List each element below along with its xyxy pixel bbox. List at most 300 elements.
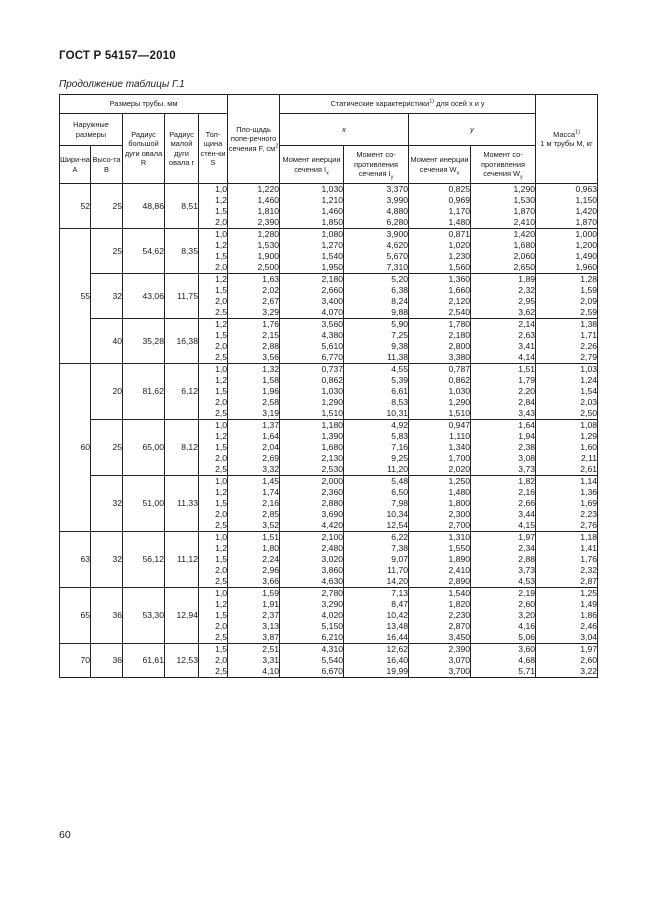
cell-value: 4,16	[518, 621, 536, 631]
cell-value: 3,290	[321, 599, 344, 609]
cell-value: 1,080	[321, 229, 344, 239]
cell-mass	[536, 476, 598, 532]
cell-value: 1,08	[580, 420, 598, 430]
cell-value: 1,230	[448, 251, 471, 261]
cell-value: 1,0	[215, 532, 228, 542]
cell-value: 1,950	[321, 262, 344, 272]
cell-value: 5,670	[386, 251, 409, 261]
cell-value: 1,5	[215, 644, 228, 654]
header-radius-big: Радиус большой дуги овала R	[123, 114, 165, 184]
cell-value: 1,420	[575, 206, 598, 216]
cell-value: 1,5	[215, 251, 228, 261]
cell-value: 1,36	[580, 487, 598, 497]
cell-value: 3,60	[518, 644, 536, 654]
cell-value: 5,83	[391, 431, 409, 441]
document-header: ГОСТ Р 54157—2010	[59, 50, 176, 62]
cell-mass	[536, 644, 598, 678]
cell-value: 1,37	[262, 420, 280, 430]
table-row	[60, 319, 598, 364]
cell-resistance-y	[471, 476, 536, 532]
cell-value: 2,650	[513, 262, 536, 272]
cell-value: 4,92	[391, 420, 409, 430]
cell-value: 1,71	[580, 330, 598, 340]
cell-inertia-x	[280, 588, 344, 644]
cell-value: 0,825	[448, 184, 471, 194]
cell-value: 1,59	[580, 285, 598, 295]
cell-height: 25	[91, 229, 123, 274]
cell-inertia-x	[280, 532, 344, 588]
cell-value: 1,900	[257, 251, 280, 261]
cell-wall-thickness	[199, 644, 228, 678]
cell-value: 1,460	[257, 195, 280, 205]
cell-value: 1,680	[513, 240, 536, 250]
cell-value: 16,40	[386, 655, 409, 665]
cell-value: 12,62	[386, 644, 409, 654]
cell-value: 3,08	[518, 453, 536, 463]
cell-value: 1,18	[580, 532, 598, 542]
cell-value: 1,96	[262, 386, 280, 396]
cell-value: 1,530	[513, 195, 536, 205]
cell-value: 1,54	[580, 386, 598, 396]
cell-value: 1,58	[262, 375, 280, 385]
cell-value: 2,0	[215, 621, 228, 631]
pipe-characteristics-table	[59, 94, 598, 678]
cell-value: 1,80	[262, 543, 280, 553]
cell-value: 2,87	[580, 576, 598, 586]
cell-value: 1,030	[321, 184, 344, 194]
cell-value: 2,59	[580, 307, 598, 317]
cell-value: 2,34	[518, 543, 536, 553]
cell-value: 2,5	[215, 520, 228, 530]
cell-value: 1,490	[575, 251, 598, 261]
cell-value: 3,66	[262, 576, 280, 586]
cell-resistance-x	[344, 229, 409, 274]
cell-value: 1,2	[215, 599, 228, 609]
cell-value: 2,58	[262, 397, 280, 407]
cell-value: 2,780	[321, 588, 344, 598]
table-row	[60, 532, 598, 588]
cell-resistance-x	[344, 420, 409, 476]
cell-width: 65	[60, 588, 91, 644]
cell-value: 1,540	[448, 588, 471, 598]
cell-value: 1,2	[215, 319, 228, 329]
cell-inertia-x	[280, 644, 344, 678]
cell-value: 3,370	[386, 184, 409, 194]
cell-value: 5,39	[391, 375, 409, 385]
cell-value: 2,84	[518, 397, 536, 407]
cell-value: 5,610	[321, 341, 344, 351]
cell-value: 2,38	[518, 442, 536, 452]
cell-resistance-y	[471, 184, 536, 229]
cell-height: 25	[91, 184, 123, 229]
cell-value: 1,0	[215, 588, 228, 598]
header-moment-resistance-y: Момент со-противления сечения $W_y$	[471, 146, 536, 184]
cell-value: 3,070	[448, 655, 471, 665]
cell-value: 16,44	[386, 632, 409, 642]
cell-resistance-y	[471, 229, 536, 274]
cell-radius-small: 8,51	[165, 184, 199, 229]
header-moment-inertia-x: Момент инерции сечения $I_x$	[280, 146, 344, 184]
cell-value: 3,20	[518, 610, 536, 620]
cell-value: 1,480	[448, 217, 471, 227]
cell-value: 1,960	[575, 262, 598, 272]
cell-inertia-y	[409, 184, 471, 229]
cell-value: 1,5	[215, 554, 228, 564]
cell-value: 0,862	[321, 375, 344, 385]
cell-value: 0,862	[448, 375, 471, 385]
cell-value: 1,03	[580, 364, 598, 374]
cell-value: 2,480	[321, 543, 344, 553]
cell-value: 12,54	[386, 520, 409, 530]
cell-value: 2,26	[580, 341, 598, 351]
cell-resistance-y	[471, 588, 536, 644]
cell-value: 1,14	[580, 476, 598, 486]
cell-value: 1,32	[262, 364, 280, 374]
cell-value: 7,25	[391, 330, 409, 340]
cell-value: 2,390	[448, 644, 471, 654]
cell-radius-small: 16,38	[165, 319, 199, 364]
cell-inertia-x	[280, 364, 344, 420]
cell-value: 2,02	[262, 285, 280, 295]
cell-value: 3,52	[262, 520, 280, 530]
cell-value: 1,5	[215, 206, 228, 216]
cell-value: 2,410	[513, 217, 536, 227]
cell-value: 6,22	[391, 532, 409, 542]
cell-value: 6,670	[321, 666, 344, 676]
cell-resistance-x	[344, 644, 409, 678]
cell-value: 0,871	[448, 229, 471, 239]
cell-radius-small: 11,12	[165, 532, 199, 588]
cell-value: 11,70	[387, 565, 409, 575]
cell-area	[228, 364, 280, 420]
cell-resistance-x	[344, 476, 409, 532]
cell-value: 8,24	[391, 296, 409, 306]
cell-radius-big: 56,12	[123, 532, 165, 588]
cell-area	[228, 229, 280, 274]
cell-value: 3,31	[262, 655, 280, 665]
cell-mass	[536, 229, 598, 274]
cell-value: 2,540	[448, 307, 471, 317]
cell-radius-big: 48,86	[123, 184, 165, 229]
cell-mass	[536, 319, 598, 364]
cell-area	[228, 532, 280, 588]
cell-value: 4,630	[321, 576, 344, 586]
cell-value: 2,46	[580, 621, 598, 631]
cell-resistance-y	[471, 274, 536, 319]
cell-resistance-y	[471, 319, 536, 364]
cell-value: 2,37	[262, 610, 280, 620]
cell-value: 1,220	[257, 184, 280, 194]
cell-value: 1,63	[262, 274, 280, 284]
header-moment-resistance-x: Момент со-противления сечения $I_y$	[344, 146, 409, 184]
cell-value: 2,0	[215, 341, 228, 351]
cell-value: 2,0	[215, 565, 228, 575]
cell-value: 2,890	[448, 576, 471, 586]
cell-value: 1,290	[448, 397, 471, 407]
cell-resistance-x	[344, 274, 409, 319]
cell-value: 2,16	[262, 498, 280, 508]
cell-value: 0,969	[448, 195, 471, 205]
cell-radius-small: 11,33	[165, 476, 199, 532]
cell-value: 1,60	[580, 442, 598, 452]
cell-value: 1,780	[448, 319, 471, 329]
cell-value: 2,20	[518, 386, 536, 396]
cell-value: 1,870	[513, 206, 536, 216]
cell-value: 1,290	[513, 184, 536, 194]
cell-value: 9,25	[391, 453, 409, 463]
cell-height: 25	[91, 420, 123, 476]
cell-value: 2,0	[215, 262, 228, 272]
cell-height: 20	[91, 364, 123, 420]
cell-resistance-x	[344, 532, 409, 588]
header-width: Шири-на A	[60, 146, 91, 184]
cell-value: 5,540	[321, 655, 344, 665]
cell-value: 9,88	[391, 307, 409, 317]
cell-value: 1,79	[518, 375, 536, 385]
cell-value: 2,870	[448, 621, 471, 631]
cell-value: 3,450	[448, 632, 471, 642]
cell-inertia-y	[409, 274, 471, 319]
cell-value: 1,210	[321, 195, 344, 205]
cell-value: 6,38	[391, 285, 409, 295]
cell-value: 2,14	[518, 319, 536, 329]
cell-value: 8,47	[391, 599, 409, 609]
cell-value: 1,0	[215, 476, 228, 486]
cell-value: 3,29	[262, 307, 280, 317]
cell-resistance-x	[344, 588, 409, 644]
cell-value: 3,62	[518, 307, 536, 317]
cell-value: 2,88	[518, 554, 536, 564]
cell-inertia-y	[409, 319, 471, 364]
cell-value: 2,61	[580, 464, 598, 474]
cell-value: 5,71	[518, 666, 536, 676]
cell-value: 1,89	[518, 274, 536, 284]
cell-value: 1,460	[321, 206, 344, 216]
cell-value: 1,5	[215, 610, 228, 620]
cell-value: 4,15	[518, 520, 536, 530]
cell-value: 1,25	[580, 588, 598, 598]
cell-value: 3,87	[262, 632, 280, 642]
cell-value: 2,60	[580, 655, 598, 665]
table-row	[60, 364, 598, 420]
cell-value: 2,32	[518, 285, 536, 295]
cell-value: 1,560	[448, 262, 471, 272]
cell-value: 1,030	[448, 386, 471, 396]
cell-radius-big: 65,00	[123, 420, 165, 476]
cell-value: 1,5	[215, 442, 228, 452]
cell-value: 6,61	[391, 386, 409, 396]
cell-area	[228, 319, 280, 364]
cell-value: 2,79	[580, 352, 598, 362]
cell-value: 2,19	[518, 588, 536, 598]
cell-value: 2,100	[321, 532, 344, 542]
cell-value: 5,90	[391, 319, 409, 329]
cell-value: 3,56	[262, 352, 280, 362]
cell-radius-big: 51,00	[123, 476, 165, 532]
cell-value: 2,0	[215, 453, 228, 463]
cell-value: 4,53	[518, 576, 536, 586]
cell-width: 70	[60, 644, 91, 678]
cell-value: 0,963	[575, 184, 598, 194]
cell-value: 7,16	[391, 442, 409, 452]
cell-value: 2,020	[448, 464, 471, 474]
cell-value: 2,11	[580, 453, 598, 463]
cell-wall-thickness	[199, 532, 228, 588]
cell-value: 1,28	[580, 274, 598, 284]
cell-value: 1,360	[448, 274, 471, 284]
cell-value: 4,310	[321, 644, 344, 654]
cell-value: 2,66	[518, 498, 536, 508]
cell-value: 1,69	[580, 498, 598, 508]
cell-value: 2,0	[215, 217, 228, 227]
cell-value: 1,5	[215, 386, 228, 396]
cell-radius-small: 6,12	[165, 364, 199, 420]
cell-value: 1,0	[215, 420, 228, 430]
header-static: Статические характеристики$^{1)}$ для осей x и y	[280, 95, 536, 114]
cell-area	[228, 184, 280, 229]
cell-value: 1,530	[257, 240, 280, 250]
cell-value: 4,620	[386, 240, 409, 250]
cell-value: 2,04	[262, 442, 280, 452]
cell-value: 1,870	[575, 217, 598, 227]
cell-value: 2,95	[518, 296, 536, 306]
cell-value: 2,03	[580, 397, 598, 407]
cell-value: 4,55	[391, 364, 409, 374]
cell-value: 6,770	[321, 352, 344, 362]
cell-radius-small: 12,94	[165, 588, 199, 644]
cell-wall-thickness	[199, 229, 228, 274]
table-row	[60, 644, 598, 678]
cell-value: 5,20	[391, 274, 409, 284]
cell-wall-thickness	[199, 364, 228, 420]
cell-radius-small: 8,35	[165, 229, 199, 274]
cell-value: 2,130	[321, 453, 344, 463]
cell-mass	[536, 274, 598, 319]
cell-value: 2,5	[215, 408, 228, 418]
cell-value: 14,20	[386, 576, 409, 586]
cell-value: 1,91	[262, 599, 280, 609]
cell-value: 1,64	[262, 431, 280, 441]
cell-value: 2,5	[215, 666, 228, 676]
cell-value: 1,170	[448, 206, 471, 216]
cell-value: 2,32	[580, 565, 598, 575]
cell-value: 4,020	[321, 610, 344, 620]
cell-value: 2,500	[257, 262, 280, 272]
cell-value: 5,48	[391, 476, 409, 486]
cell-value: 4,070	[321, 307, 344, 317]
cell-value: 4,10	[262, 666, 280, 676]
table-row	[60, 184, 598, 229]
cell-value: 3,560	[321, 319, 344, 329]
cell-value: 1,800	[448, 498, 471, 508]
cell-value: 1,2	[215, 375, 228, 385]
cell-resistance-x	[344, 184, 409, 229]
cell-value: 7,13	[391, 588, 409, 598]
table-row	[60, 274, 598, 319]
cell-value: 5,06	[518, 632, 536, 642]
cell-value: 1,420	[513, 229, 536, 239]
cell-value: 2,23	[580, 509, 598, 519]
cell-value: 9,07	[391, 554, 409, 564]
cell-resistance-y	[471, 532, 536, 588]
cell-value: 1,24	[580, 375, 598, 385]
cell-value: 3,020	[321, 554, 344, 564]
header-axis-y: y	[409, 114, 536, 146]
cell-value: 2,0	[215, 296, 228, 306]
cell-value: 2,5	[215, 632, 228, 642]
cell-value: 3,990	[386, 195, 409, 205]
cell-value: 1,74	[262, 487, 280, 497]
header-wall-thickness: Тол-щина стен-ки S	[199, 114, 228, 184]
cell-width: 63	[60, 532, 91, 588]
cell-value: 1,5	[215, 498, 228, 508]
cell-width: 60	[60, 364, 91, 532]
cell-value: 2,5	[215, 352, 228, 362]
table-row	[60, 420, 598, 476]
cell-resistance-y	[471, 420, 536, 476]
cell-value: 2,0	[215, 509, 228, 519]
cell-wall-thickness	[199, 184, 228, 229]
cell-height: 36	[91, 588, 123, 644]
cell-value: 1,110	[449, 431, 471, 441]
cell-value: 6,210	[321, 632, 344, 642]
cell-height: 32	[91, 476, 123, 532]
cell-value: 2,230	[448, 610, 471, 620]
cell-area	[228, 644, 280, 678]
page-number: 60	[59, 829, 71, 841]
header-radius-small: Радиус малой дуги овала r	[165, 114, 199, 184]
cell-value: 8,53	[391, 397, 409, 407]
cell-value: 3,73	[518, 565, 536, 575]
cell-area	[228, 420, 280, 476]
cell-radius-big: 53,30	[123, 588, 165, 644]
cell-value: 9,38	[391, 341, 409, 351]
cell-value: 7,38	[391, 543, 409, 553]
cell-value: 19,99	[386, 666, 409, 676]
cell-value: 2,09	[580, 296, 598, 306]
cell-value: 4,880	[386, 206, 409, 216]
cell-area	[228, 476, 280, 532]
cell-inertia-y	[409, 229, 471, 274]
cell-value: 1,510	[448, 408, 471, 418]
header-outer-sizes: Наружные размеры	[60, 114, 123, 146]
cell-radius-big: 61,61	[123, 644, 165, 678]
cell-value: 2,360	[321, 487, 344, 497]
cell-value: 1,540	[321, 251, 344, 261]
cell-mass	[536, 420, 598, 476]
cell-value: 2,410	[448, 565, 471, 575]
cell-value: 2,700	[448, 520, 471, 530]
cell-value: 2,50	[580, 408, 598, 418]
table-caption: Продолжение таблицы Г.1	[59, 79, 185, 90]
cell-height: 32	[91, 532, 123, 588]
cell-height: 32	[91, 274, 123, 319]
cell-value: 1,340	[448, 442, 471, 452]
cell-value: 1,51	[262, 532, 280, 542]
table-row	[60, 229, 598, 274]
cell-inertia-y	[409, 532, 471, 588]
cell-value: 1,51	[518, 364, 536, 374]
cell-value: 10,42	[386, 610, 409, 620]
cell-value: 1,680	[321, 442, 344, 452]
cell-value: 3,41	[518, 341, 536, 351]
cell-radius-small: 12,53	[165, 644, 199, 678]
cell-resistance-x	[344, 319, 409, 364]
cell-value: 4,380	[321, 330, 344, 340]
cell-value: 1,94	[518, 431, 536, 441]
cell-value: 13,48	[386, 621, 409, 631]
cell-value: 3,19	[262, 408, 280, 418]
